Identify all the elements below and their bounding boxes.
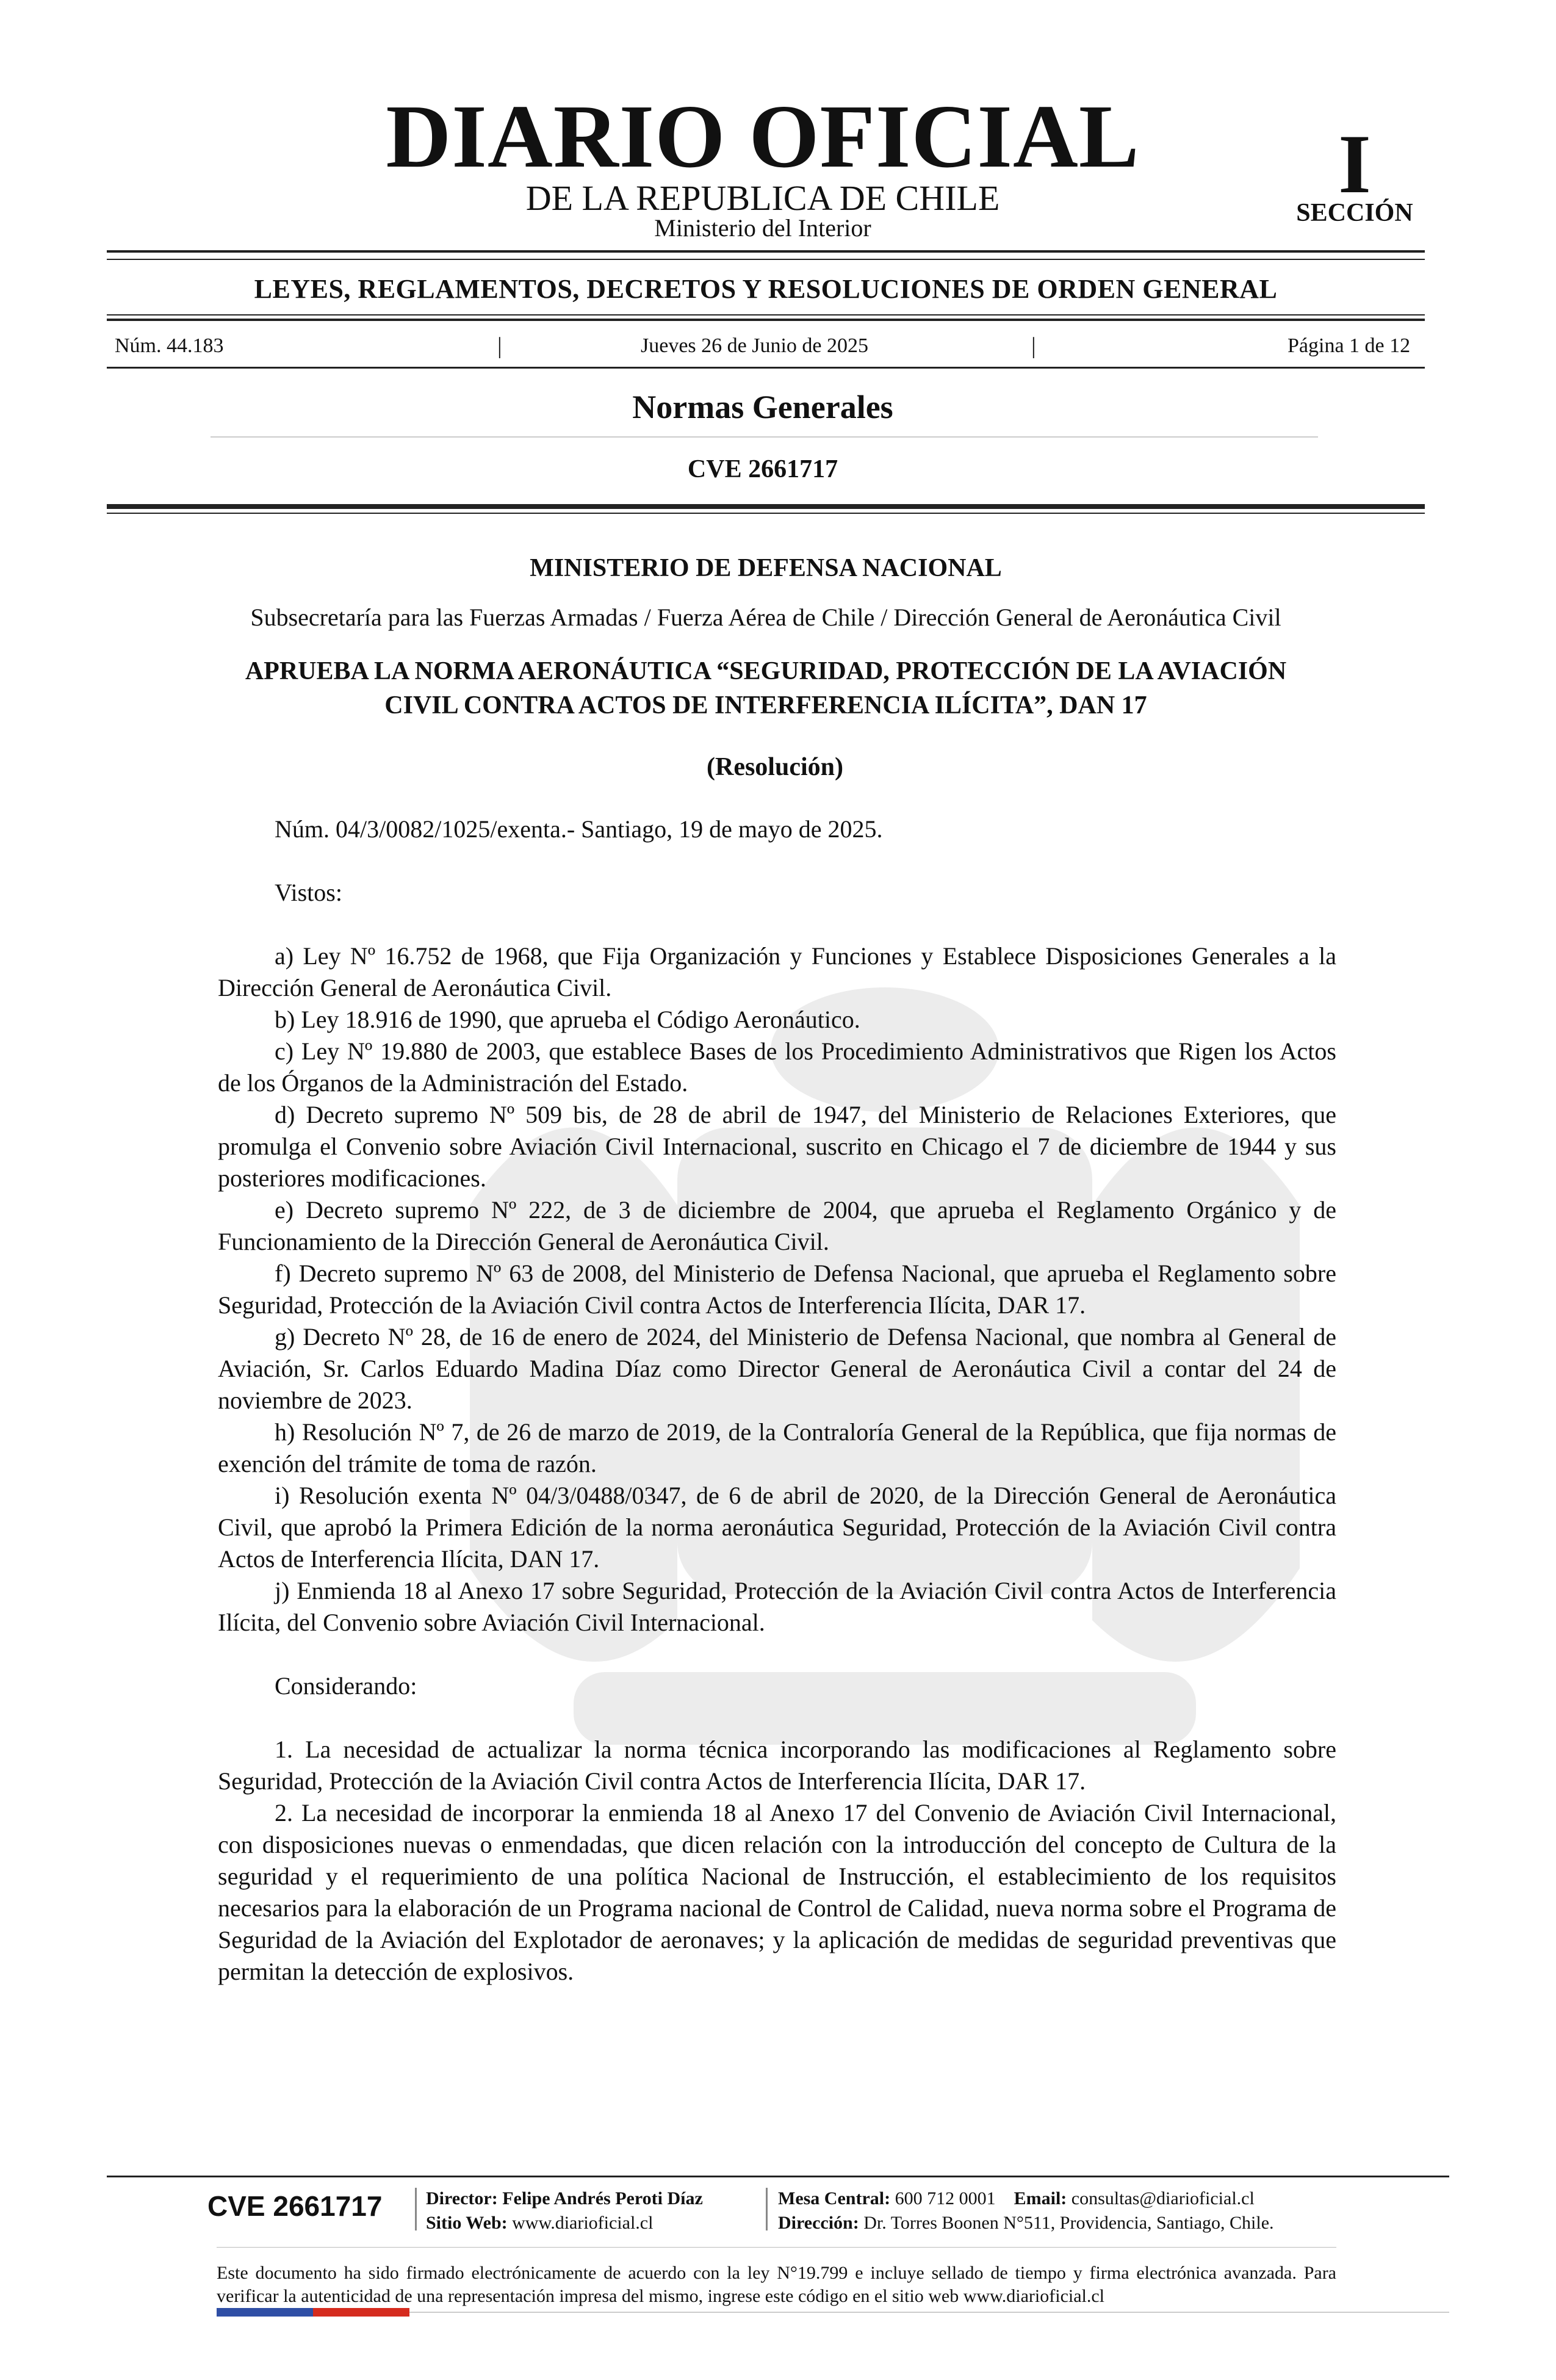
- document-kind: (Resolución): [707, 753, 843, 781]
- cve-code: CVE 2661717: [687, 455, 838, 483]
- masthead-ministry: Ministerio del Interior: [654, 214, 871, 242]
- issue-number: Núm. 44.183: [115, 334, 224, 357]
- footer-address: Dirección: Dr. Torres Boonen N°511, Providencia, Santiago, Chile.: [778, 2213, 1274, 2233]
- footer-divider-2: [766, 2188, 768, 2230]
- meta-rule: [107, 367, 1425, 369]
- issue-date: Jueves 26 de Junio de 2025: [641, 334, 869, 357]
- footer-director: Director: Felipe Andrés Peroti Díaz: [426, 2188, 703, 2209]
- flag-bar-red: [313, 2308, 409, 2317]
- considerando-heading: Considerando:: [275, 1672, 417, 1700]
- document-title: APRUEBA LA NORMA AERONÁUTICA “SEGURIDAD, PROTECCIÓN DE LA AVIACIÓN CIVIL CONTRA ACTOS DE INTERFERENCIA ILÍCITA”, DAN 17: [245, 657, 1287, 719]
- visto-item: c) Ley Nº 19.880 de 2003, que establece Bases de los Procedimiento Administrativos que Rigen los Actos de los Órganos de la Administración del Estado.: [218, 1037, 1336, 1097]
- header-rule-thick: [107, 504, 1425, 509]
- visto-item: g) Decreto Nº 28, de 16 de enero de 2024, del Ministerio de Defensa Nacional, que nombra al General de Aviación, Sr. Carlos Eduardo Madina Díaz como Director General de Aeronáutica Civil a contar del 24 de noviembre de 2023.: [218, 1323, 1336, 1414]
- footer-rule-thin: [217, 2247, 1336, 2248]
- visto-item: a) Ley Nº 16.752 de 1968, que Fija Organización y Funciones y Establece Disposiciones Generales a la Dirección General de Aeronáutica Civil.: [218, 942, 1336, 1001]
- masthead-rule-top-thin: [107, 259, 1425, 260]
- banner-rule-bottom: [107, 314, 1425, 316]
- vistos-heading: Vistos:: [275, 879, 342, 906]
- footer-divider-1: [415, 2188, 417, 2230]
- visto-item: e) Decreto supremo Nº 222, de 3 de diciembre de 2004, que aprueba el Reglamento Orgánico y de Funcionamiento de la Dirección General de Aeronáutica Civil.: [218, 1196, 1336, 1255]
- visto-item: d) Decreto supremo Nº 509 bis, de 28 de abril de 1947, del Ministerio de Relaciones Exteriores, que promulga el Convenio sobre Aviación Civil Internacional, suscrito en Chicago el 7 de diciembre de 1944 y sus posteriores modificaciones.: [218, 1101, 1336, 1192]
- visto-item: j) Enmienda 18 al Anexo 17 sobre Seguridad, Protección de la Aviación Civil contra Actos de Interferencia Ilícita, del Convenio sobre Aviación Civil Internacional.: [218, 1577, 1336, 1636]
- flag-bar-blue: [217, 2308, 313, 2317]
- footer-legal-notice: Este documento ha sido firmado electrónicamente de acuerdo con la ley N°19.799 e incluye sellado de tiempo y firma electrónica avanzada. Para verificar la autenticidad de una representación impresa del mismo, ingrese este código en el sitio web www.diarioficial.cl: [217, 2263, 1336, 2306]
- footer-email-link[interactable]: consultas@diarioficial.cl: [1071, 2188, 1255, 2209]
- footer-website: Sitio Web: www.diarioficial.cl: [426, 2213, 654, 2233]
- section-title: Normas Generales: [632, 389, 893, 425]
- ministry-heading: MINISTERIO DE DEFENSA NACIONAL: [530, 554, 1002, 582]
- visto-item: b) Ley 18.916 de 1990, que aprueba el Código Aeronáutico.: [275, 1006, 860, 1033]
- issue-separator-2: |: [1031, 333, 1036, 359]
- subsecretaria-heading: Subsecretaría para las Fuerzas Armadas / Fuerza Aérea de Chile / Dirección General de Aeronáutica Civil: [250, 604, 1281, 631]
- document-body: [218, 813, 1336, 1988]
- resolution-number: Núm. 04/3/0082/1025/exenta.- Santiago, 19 de mayo de 2025.: [275, 815, 883, 843]
- footer-rule: [107, 2176, 1449, 2177]
- masthead-rule-top: [107, 250, 1425, 253]
- footer-cve-code: CVE 2661717: [207, 2190, 383, 2222]
- footer-contact: Mesa Central: 600 712 0001 Email: consultas@diarioficial.cl: [778, 2188, 1255, 2209]
- footer-bottom-rule: [409, 2312, 1449, 2313]
- considerando-item: 1. La necesidad de actualizar la norma técnica incorporando las modificaciones al Reglamento sobre Seguridad, Protección de la Aviación Civil contra Actos de Interferencia Ilícita, DAR 17.: [218, 1736, 1336, 1795]
- considerando-item: 2. La necesidad de incorporar la enmienda 18 al Anexo 17 del Convenio de Aviación Civil Internacional, con disposiciones nuevas o enmendadas, que dicen relación con la introducción del concepto de Cultura de la seguridad y el requerimiento de una política Nacional de Instrucción, el establecimiento de los requisitos necesarios para la elaboración de un Programa nacional de Control de Calidad, nueva norma sobre el Programa de Seguridad de la Aviación del Explotador de aeronaves; y la aplicación de medidas de seguridad preventivas que permitan la detección de explosivos.: [218, 1799, 1336, 1985]
- issue-page: Página 1 de 12: [1288, 334, 1411, 357]
- visto-item: h) Resolución Nº 7, de 26 de marzo de 2019, de la Contraloría General de la República, que fija normas de exención del trámite de toma de razón.: [218, 1418, 1336, 1477]
- section-number: I: [1338, 117, 1371, 211]
- masthead-subtitle: DE LA REPUBLICA DE CHILE: [525, 178, 1000, 218]
- banner-text: LEYES, REGLAMENTOS, DECRETOS Y RESOLUCIONES DE ORDEN GENERAL: [254, 274, 1278, 304]
- header-rule-thin: [107, 513, 1425, 514]
- visto-item: f) Decreto supremo Nº 63 de 2008, del Ministerio de Defensa Nacional, que aprueba el Reglamento sobre Seguridad, Protección de la Aviación Civil contra Actos de Interferencia Ilícita, DAR 17.: [218, 1260, 1336, 1319]
- footer-website-link[interactable]: www.diarioficial.cl: [512, 2213, 654, 2233]
- issue-separator-1: |: [497, 333, 502, 359]
- section-label: SECCIÓN: [1296, 199, 1413, 227]
- section-title-rule: [211, 436, 1318, 438]
- masthead-title: DIARIO OFICIAL: [386, 87, 1140, 187]
- visto-item: i) Resolución exenta Nº 04/3/0488/0347, de 6 de abril de 2020, de la Dirección General de Aeronáutica Civil, que aprobó la Primera Edición de la norma aeronáutica Seguridad, Protección de la Aviación Civil contra Actos de Interferencia Ilícita, DAN 17.: [218, 1482, 1336, 1573]
- banner-rule-bottom-thick: [107, 319, 1425, 321]
